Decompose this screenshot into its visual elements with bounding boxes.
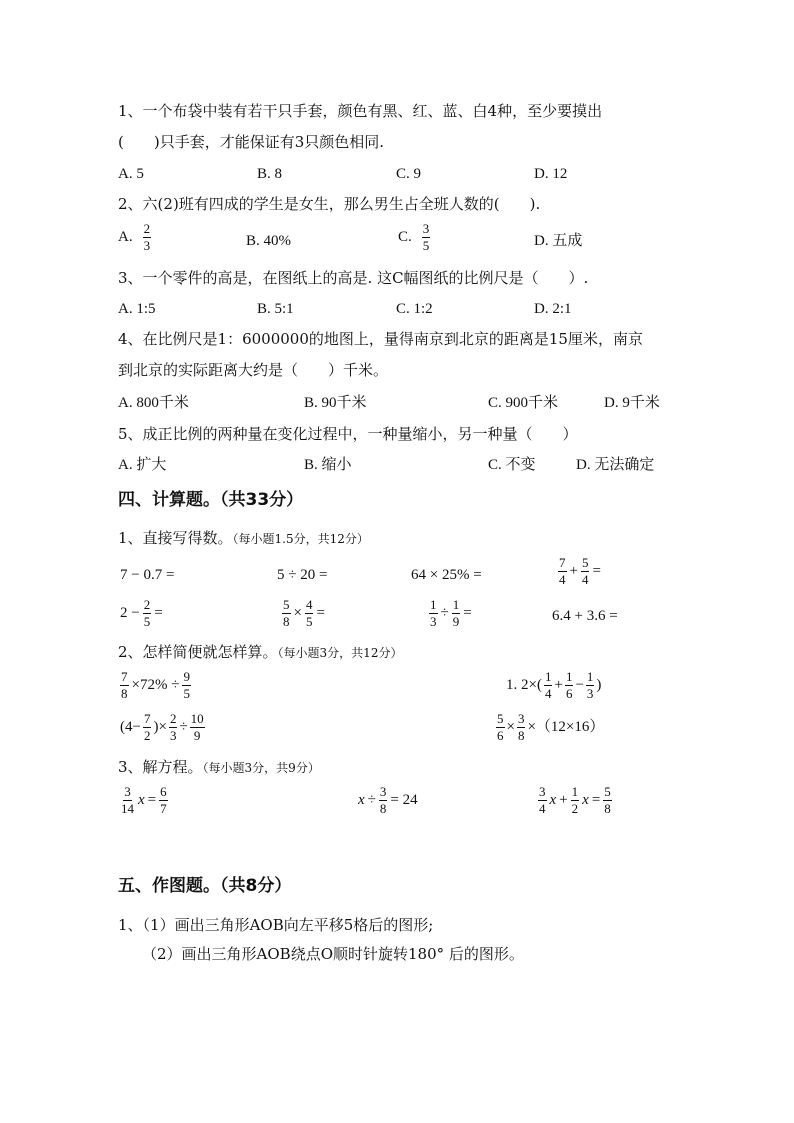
fraction-denominator: 4 (581, 571, 589, 587)
fraction-numerator: 3 (517, 711, 525, 726)
p1-expr-8: 6.4 + 3.6 = (552, 608, 618, 624)
fraction (565, 670, 574, 700)
fraction-numerator: 5 (604, 784, 611, 799)
fraction (305, 598, 314, 628)
q1-option-a: A. 5 (118, 166, 144, 182)
fraction-numerator: 1 (571, 784, 579, 799)
q2-option-c-label: C. (398, 228, 412, 245)
fraction-denominator: 8 (604, 800, 611, 816)
section5-title: 五、作图题。（共8分） (118, 876, 292, 896)
operator: + (554, 676, 563, 693)
fraction-denominator: 4 (559, 571, 566, 587)
fraction (182, 670, 191, 700)
q2-option-a (118, 222, 151, 252)
fraction-numerator: 5 (497, 711, 504, 726)
fraction-numerator: 4 (305, 597, 313, 612)
q4-option-c: C. 900千米 (488, 395, 559, 411)
fraction (496, 712, 505, 742)
q5-line: 5、成正比例的两种量在变化过程中，一种量缩小，另一种量（ ） (118, 425, 578, 443)
expr-suffix: ×（12×16） (527, 718, 605, 735)
fraction (429, 598, 438, 628)
operator: × (293, 604, 302, 621)
fraction-denominator: 8 (517, 727, 525, 743)
fraction-denominator: 3 (143, 237, 151, 253)
fraction-numerator: 3 (539, 784, 546, 799)
fraction-numerator: 5 (581, 555, 589, 570)
fraction (143, 712, 152, 742)
fraction-denominator: 7 (160, 800, 167, 816)
variable-x: x (358, 791, 365, 808)
fraction-numerator: 10 (190, 711, 204, 726)
fraction (558, 556, 567, 586)
fraction-denominator: 2 (571, 800, 579, 816)
fraction-numerator: 5 (283, 597, 290, 612)
fraction-numerator: 7 (121, 669, 128, 684)
fraction-denominator: 14 (121, 800, 134, 816)
operator: + (559, 791, 568, 808)
q3-option-d: D. 2:1 (534, 301, 572, 317)
fraction-numerator: 6 (160, 784, 167, 799)
s5-q1-line1: 1、（1）画出三角形AOB向左平移5格后的图形; (118, 916, 434, 934)
p1-expr-7 (429, 598, 472, 628)
fraction-denominator: 9 (452, 613, 460, 629)
p3-score-note: （每小题3分，共9分） (202, 761, 320, 775)
fraction (586, 670, 595, 700)
q2-option-c-fraction (422, 222, 431, 252)
q3-option-a: A. 1:5 (118, 301, 156, 317)
p2-expr-2 (506, 670, 601, 700)
fraction-denominator: 3 (169, 727, 177, 743)
q3-option-c: C. 1:2 (396, 301, 433, 317)
fraction (379, 785, 388, 815)
q1-option-c: C. 9 (396, 166, 422, 182)
operator: × (506, 718, 515, 735)
operator: ÷ (440, 604, 449, 621)
s5-q1-line2: （2）画出三角形AOB绕点O顺时针旋转180° 后的图形。 (142, 945, 524, 963)
equals: = (463, 604, 472, 621)
q3-option-b: B. 5:1 (257, 301, 294, 317)
fraction-denominator: 5 (143, 613, 151, 629)
q2-option-b: B. 40% (246, 233, 291, 249)
fraction (190, 712, 205, 742)
fraction-numerator: 1 (586, 669, 594, 684)
p1-title (118, 531, 369, 546)
fraction-numerator: 9 (183, 669, 190, 684)
fraction-numerator: 1 (452, 597, 460, 612)
fraction (143, 598, 152, 628)
fraction-numerator: 1 (565, 669, 573, 684)
operator: − (575, 676, 584, 693)
q4-option-a: A. 800千米 (118, 395, 189, 411)
expr-middle: ×72% ÷ (131, 676, 180, 693)
fraction-numerator: 7 (559, 555, 566, 570)
fraction (538, 785, 547, 815)
variable-x: x (549, 791, 557, 808)
p1-expr-2: 5 ÷ 20 = (277, 567, 328, 583)
fraction-numerator: 2 (143, 221, 151, 236)
operator: + (569, 562, 578, 579)
fraction (603, 785, 612, 815)
q5-option-c: C. 不变 (488, 457, 536, 473)
q2-option-c (398, 222, 430, 252)
p2-title-text: 2、怎样简便就怎样算。 (118, 643, 278, 661)
variable-x: x (138, 791, 145, 808)
p1-expr-6 (282, 598, 325, 628)
equals: = (591, 791, 601, 808)
p1-expr-1: 7 − 0.7 = (120, 567, 175, 583)
equals: = (147, 791, 157, 808)
p1-expr-5 (120, 598, 163, 628)
p1-expr-3: 64 × 25% = (411, 567, 482, 583)
p1-score-note: （每小题1.5分，共12分） (232, 532, 369, 546)
equals: = (316, 604, 325, 621)
fraction-numerator: 3 (124, 784, 131, 799)
fraction (282, 598, 291, 628)
expr-prefix: (4− (120, 718, 141, 735)
fraction-denominator: 3 (430, 613, 437, 629)
p1-title-text: 1、直接写得数。 (118, 529, 233, 547)
q1-line1: 1、一个布袋中装有若干只手套，颜色有黑、红、蓝、白4种，至少要摸出 (118, 102, 603, 120)
fraction-denominator: 2 (143, 727, 151, 743)
fraction-denominator: 8 (283, 613, 290, 629)
p3-equation-2 (358, 785, 418, 815)
q2-option-d: D. 五成 (534, 233, 583, 249)
fraction-denominator: 5 (183, 685, 190, 701)
q2-line: 2、六(2)班有四成的学生是女生，那么男生占全班人数的( ). (118, 195, 541, 213)
fraction (120, 785, 135, 815)
fraction (159, 785, 168, 815)
fraction-numerator: 3 (422, 221, 430, 236)
q5-option-d: D. 无法确定 (576, 457, 655, 473)
fraction-denominator: 5 (422, 237, 430, 253)
q1-option-b: B. 8 (257, 166, 283, 182)
fraction (169, 712, 178, 742)
operator: ÷ (367, 791, 376, 808)
p2-expr-1 (120, 670, 191, 700)
q4-line1: 4、在比例尺是1：6000000的地图上，量得南京到北京的距离是15厘米，南京 (118, 330, 643, 348)
expr-prefix: 1. 2×( (506, 676, 542, 693)
fraction-denominator: 5 (305, 613, 313, 629)
expr-suffix: ) (596, 676, 602, 693)
fraction (120, 670, 129, 700)
equals: = (154, 604, 163, 621)
q3-line: 3、一个零件的高是，在图纸上的高是. 这C幅图纸的比例尺是（ ）. (118, 269, 589, 287)
equals: = (592, 562, 601, 579)
fraction-numerator: 7 (143, 711, 151, 726)
q4-option-b: B. 90千米 (304, 395, 367, 411)
fraction-denominator: 6 (565, 685, 573, 701)
fraction-denominator: 8 (379, 800, 387, 816)
fraction-denominator: 3 (586, 685, 594, 701)
fraction (571, 785, 580, 815)
p2-score-note: （每小题3分，共12分） (277, 646, 403, 660)
section4-title: 四、计算题。（共33分） (118, 490, 304, 510)
q5-option-b: B. 缩小 (304, 457, 352, 473)
fraction-numerator: 2 (169, 711, 177, 726)
p3-equation-3 (538, 785, 612, 815)
p3-title-text: 3、解方程。 (118, 758, 203, 776)
fraction (544, 670, 553, 700)
operator: ÷ (179, 718, 188, 735)
fraction-denominator: 4 (539, 800, 546, 816)
q1-option-d: D. 12 (534, 166, 568, 182)
fraction (452, 598, 461, 628)
q4-option-d: D. 9千米 (604, 395, 660, 411)
fraction-numerator: 3 (379, 784, 387, 799)
p3-title (118, 760, 320, 775)
fraction-numerator: 1 (430, 597, 437, 612)
fraction (581, 556, 590, 586)
fraction-denominator: 8 (121, 685, 128, 701)
q4-line2: 到北京的实际距离大约是（ ）千米。 (118, 361, 389, 379)
fraction-numerator: 1 (544, 669, 552, 684)
p1-expr-4 (558, 556, 601, 586)
q1-line2: ( )只手套，才能保证有3只颜色相同. (118, 133, 385, 151)
q2-option-a-fraction (143, 222, 152, 252)
fraction-denominator: 4 (544, 685, 552, 701)
p2-title (118, 645, 402, 660)
p2-expr-4 (496, 712, 604, 742)
p2-expr-3 (120, 712, 205, 742)
expr-middle: )× (153, 718, 167, 735)
fraction (517, 712, 526, 742)
p3-equation-1 (120, 785, 168, 815)
expr-prefix: 2 − (120, 604, 140, 621)
variable-x: x (582, 791, 589, 808)
equation-rest: = 24 (390, 791, 418, 808)
fraction-numerator: 2 (143, 597, 151, 612)
q2-option-a-label: A. (118, 228, 133, 245)
fraction-denominator: 6 (497, 727, 504, 743)
q5-option-a: A. 扩大 (118, 457, 167, 473)
fraction-denominator: 9 (193, 727, 201, 743)
